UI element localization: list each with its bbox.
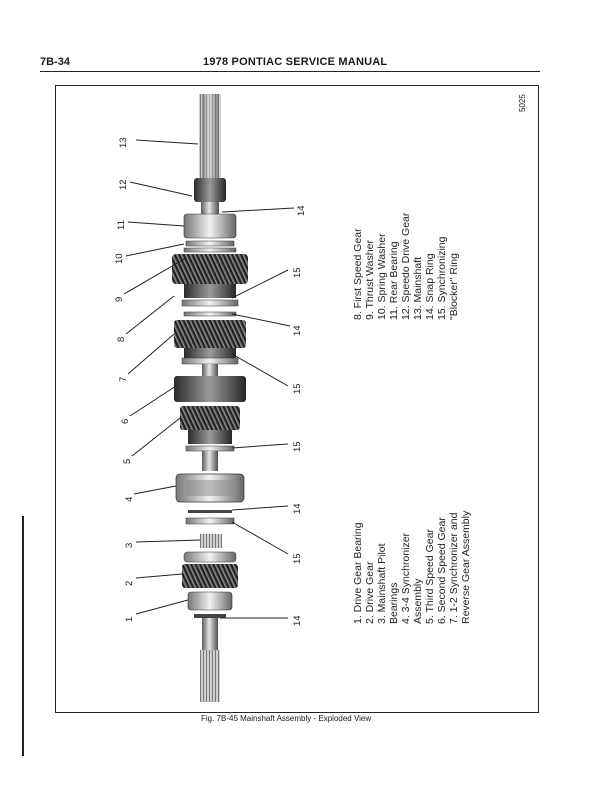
callout-5: 5	[122, 458, 133, 464]
callout-2: 2	[124, 580, 135, 586]
header-rule	[40, 71, 540, 72]
callout-14-a: 14	[296, 205, 307, 216]
legend-item-2: 2. Drive Gear	[364, 561, 376, 624]
legend-right	[56, 86, 460, 320]
legend-item-8: 8. First Speed Gear	[352, 228, 364, 320]
callout-15-d: 15	[292, 553, 303, 564]
legend-item-4: 4. 3-4 Synchronizer	[400, 532, 412, 624]
legend-item-15-cont: "Blocker" Ring	[448, 253, 460, 320]
legend-item-3: 3. Mainshaft Pilot	[376, 543, 388, 624]
second-speed-gear	[174, 376, 246, 402]
callout-15-a: 15	[292, 267, 303, 278]
mainshaft-pilot-bearings	[200, 534, 222, 548]
margin-bar	[22, 516, 24, 756]
callout-14-b: 14	[292, 325, 303, 336]
input-shaft-spline	[200, 650, 220, 702]
callout-8: 8	[116, 336, 127, 342]
legend-item-10: 10. Spring Washer	[376, 233, 388, 320]
manual-title: 1978 PONTIAC SERVICE MANUAL	[203, 56, 388, 68]
third-speed-gear	[180, 406, 240, 430]
callout-13: 13	[118, 137, 129, 148]
callout-10: 10	[114, 253, 125, 264]
figure-caption: Fig. 7B-45 Mainshaft Assembly - Exploded View	[201, 714, 372, 723]
legend-item-13: 13. Mainshaft	[412, 256, 424, 320]
first-speed-gear	[172, 254, 248, 284]
legend-item-3-cont: Bearings	[388, 582, 400, 624]
drive-gear-bearing	[188, 592, 232, 610]
callout-14-c: 14	[292, 503, 303, 514]
callout-14-d: 14	[292, 615, 303, 626]
legend-item-5: 5. Third Speed Gear	[424, 529, 436, 624]
legend-item-6: 6. Second Speed Gear	[436, 517, 448, 624]
callout-15-c: 15	[292, 441, 303, 452]
callout-4: 4	[124, 496, 135, 502]
callout-1: 1	[124, 616, 135, 622]
callout-7: 7	[118, 376, 129, 382]
legend-item-7-cont: Reverse Gear Assembly	[460, 510, 472, 624]
callout-3: 3	[124, 542, 135, 548]
photo-id: 5025	[518, 94, 527, 112]
legend-item-7: 7. 1-2 Synchronizer and	[448, 512, 460, 624]
callout-6: 6	[120, 418, 131, 424]
figure-frame	[55, 85, 539, 713]
legend-item-9: 9. Thrust Washer	[364, 240, 376, 320]
legend-item-14: 14. Snap Ring	[424, 253, 436, 320]
page-header	[40, 56, 540, 70]
rear-bearing	[184, 214, 236, 238]
legend-item-12: 12. Speedo Drive Gear	[400, 212, 412, 320]
legend-item-1: 1. Drive Gear Bearing	[352, 522, 364, 624]
page-number: 7B-34	[40, 56, 70, 68]
callout-9: 9	[114, 296, 125, 302]
legend-item-11: 11. Rear Bearing	[388, 241, 400, 320]
legend-item-4-cont: Assembly	[412, 578, 424, 624]
drive-gear	[182, 564, 238, 588]
speedo-drive-gear	[194, 178, 226, 202]
callout-11: 11	[116, 220, 127, 230]
legend-item-15: 15. Synchronizing	[436, 236, 448, 320]
callout-12: 12	[118, 179, 129, 190]
synchronizer-1-2	[174, 320, 246, 348]
callout-15-b: 15	[292, 383, 303, 394]
